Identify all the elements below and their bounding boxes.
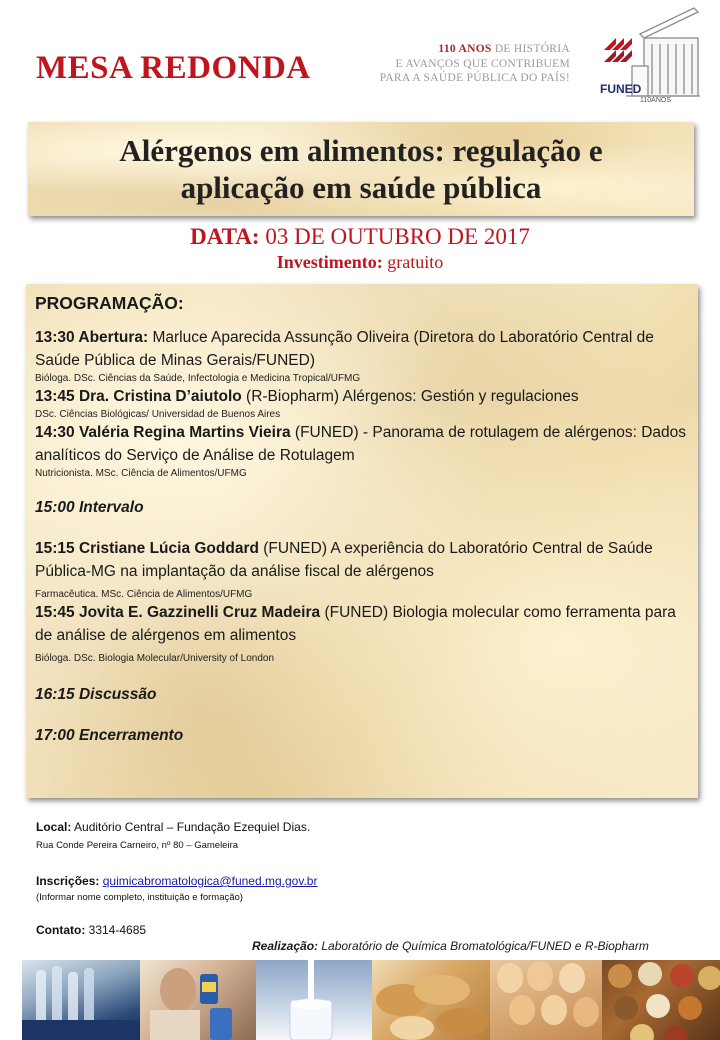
funed-logo xyxy=(596,4,700,104)
contact-label: Contato: xyxy=(36,923,86,937)
contact-value: 3314-4685 xyxy=(85,923,147,937)
organizer-value: Laboratório de Química Bromatológica/FUNED e R-Biopharm xyxy=(318,939,649,953)
investment-value: gratuito xyxy=(387,252,444,272)
title-banner xyxy=(28,122,694,216)
contact-line xyxy=(36,923,146,937)
program-item xyxy=(35,601,688,647)
item-description: Marluce Aparecida Assunção Oliveira (Diretora do Laboratório Central de Saúde Pública de Minas Gerais/FUNED) xyxy=(35,329,654,369)
item-description: (R-Biopharm) Alérgenos: Gestión y regulaciones xyxy=(241,388,579,405)
speaker-credentials: Bióloga. DSc. Biologia Molecular/University of London xyxy=(35,653,275,664)
item-time-label: 15:00 Intervalo xyxy=(35,499,144,516)
event-date xyxy=(0,224,720,250)
location-label: Local: xyxy=(36,820,72,834)
lab-tubes-photo xyxy=(22,960,140,1040)
logo-name: FUNED xyxy=(600,82,642,96)
item-description: (FUNED) Biologia molecular como ferramenta para de análise de alérgenos em alimentos xyxy=(35,604,676,644)
program-item xyxy=(35,326,688,372)
item-time-speaker: 15:45 Jovita E. Gazzinelli Cruz Madeira xyxy=(35,604,321,621)
program-item xyxy=(35,421,688,467)
location-value: Auditório Central – Fundação Ezequiel Dias. xyxy=(71,820,311,834)
item-time-speaker: 13:45 Dra. Cristina D’aiutolo xyxy=(35,388,242,405)
tagline-line1-rest: DE HISTÓRIA xyxy=(494,43,570,55)
organizer-line xyxy=(252,939,649,953)
item-time-speaker: 14:30 Valéria Regina Martins Vieira xyxy=(35,424,291,441)
speaker-credentials: Bióloga. DSc. Ciências da Saúde, Infectologia e Medicina Tropical/UFMG xyxy=(35,373,361,384)
nuts-and-seeds-photo xyxy=(602,960,720,1040)
event-title-line1: Alérgenos em alimentos: regulação e xyxy=(119,133,603,168)
item-description: (FUNED) - Panorama de rotulagem de alérgenos: Dados analíticos do Serviço de Análise de Rotulagem xyxy=(35,424,687,464)
program-item-closing xyxy=(35,724,688,747)
date-label: DATA: xyxy=(190,224,260,249)
bread-photo xyxy=(372,960,490,1040)
anniversary-tagline xyxy=(358,42,570,86)
eggs-photo xyxy=(490,960,602,1040)
logo-years: 110ANOS xyxy=(640,97,671,104)
speaker-credentials: Nutricionista. MSc. Ciência de Alimentos/UFMG xyxy=(35,468,247,479)
organizer-label: Realização: xyxy=(252,939,319,953)
program-item-break xyxy=(35,496,688,519)
location-line xyxy=(36,820,310,834)
program-item-discussion xyxy=(35,683,688,706)
address-line: Rua Conde Pereira Carneiro, nº 80 – Gameleira xyxy=(36,840,239,851)
person-reading-label-photo xyxy=(140,960,256,1040)
speaker-credentials: Farmacêutica. MSc. Ciência de Alimentos/UFMG xyxy=(35,589,253,600)
registration-label: Inscrições: xyxy=(36,874,100,888)
investment-label: Investimento: xyxy=(276,252,383,272)
program-item xyxy=(35,537,688,583)
date-value: 03 DE OUTUBRO DE 2017 xyxy=(265,224,530,249)
program-panel xyxy=(26,284,698,798)
tagline-highlight: 110 ANOS xyxy=(438,43,492,55)
event-type-title: MESA REDONDA xyxy=(36,50,311,86)
tagline-line3: PARA A SAÚDE PÚBLICA DO PAÍS! xyxy=(379,72,570,84)
item-description: (FUNED) A experiência do Laboratório Central de Saúde Pública-MG na implantação da análise fiscal de alérgenos xyxy=(35,540,653,580)
speaker-credentials: DSc. Ciências Biológicas/ Universidad de Buenos Aires xyxy=(35,409,281,420)
registration-line xyxy=(36,874,317,888)
program-item xyxy=(35,385,688,408)
item-time-label: 17:00 Encerramento xyxy=(35,727,184,744)
program-heading: PROGRAMAÇÃO: xyxy=(35,293,184,313)
item-time-label: 16:15 Discussão xyxy=(35,686,157,703)
registration-email-link[interactable]: quimicabromatologica@funed.mg.gov.br xyxy=(102,874,318,888)
event-title xyxy=(119,132,602,206)
registration-note: (Informar nome completo, instituição e formação) xyxy=(36,892,243,903)
event-title-line2: aplicação em saúde pública xyxy=(180,170,542,205)
item-time-speaker: 13:30 Abertura: xyxy=(35,329,149,346)
food-photo-strip xyxy=(22,960,720,1040)
item-time-speaker: 15:15 Cristiane Lúcia Goddard xyxy=(35,540,259,557)
tagline-line2: E AVANÇOS QUE CONTRIBUEM xyxy=(395,57,570,70)
event-investment xyxy=(0,252,720,273)
milk-pour-photo xyxy=(256,960,372,1040)
